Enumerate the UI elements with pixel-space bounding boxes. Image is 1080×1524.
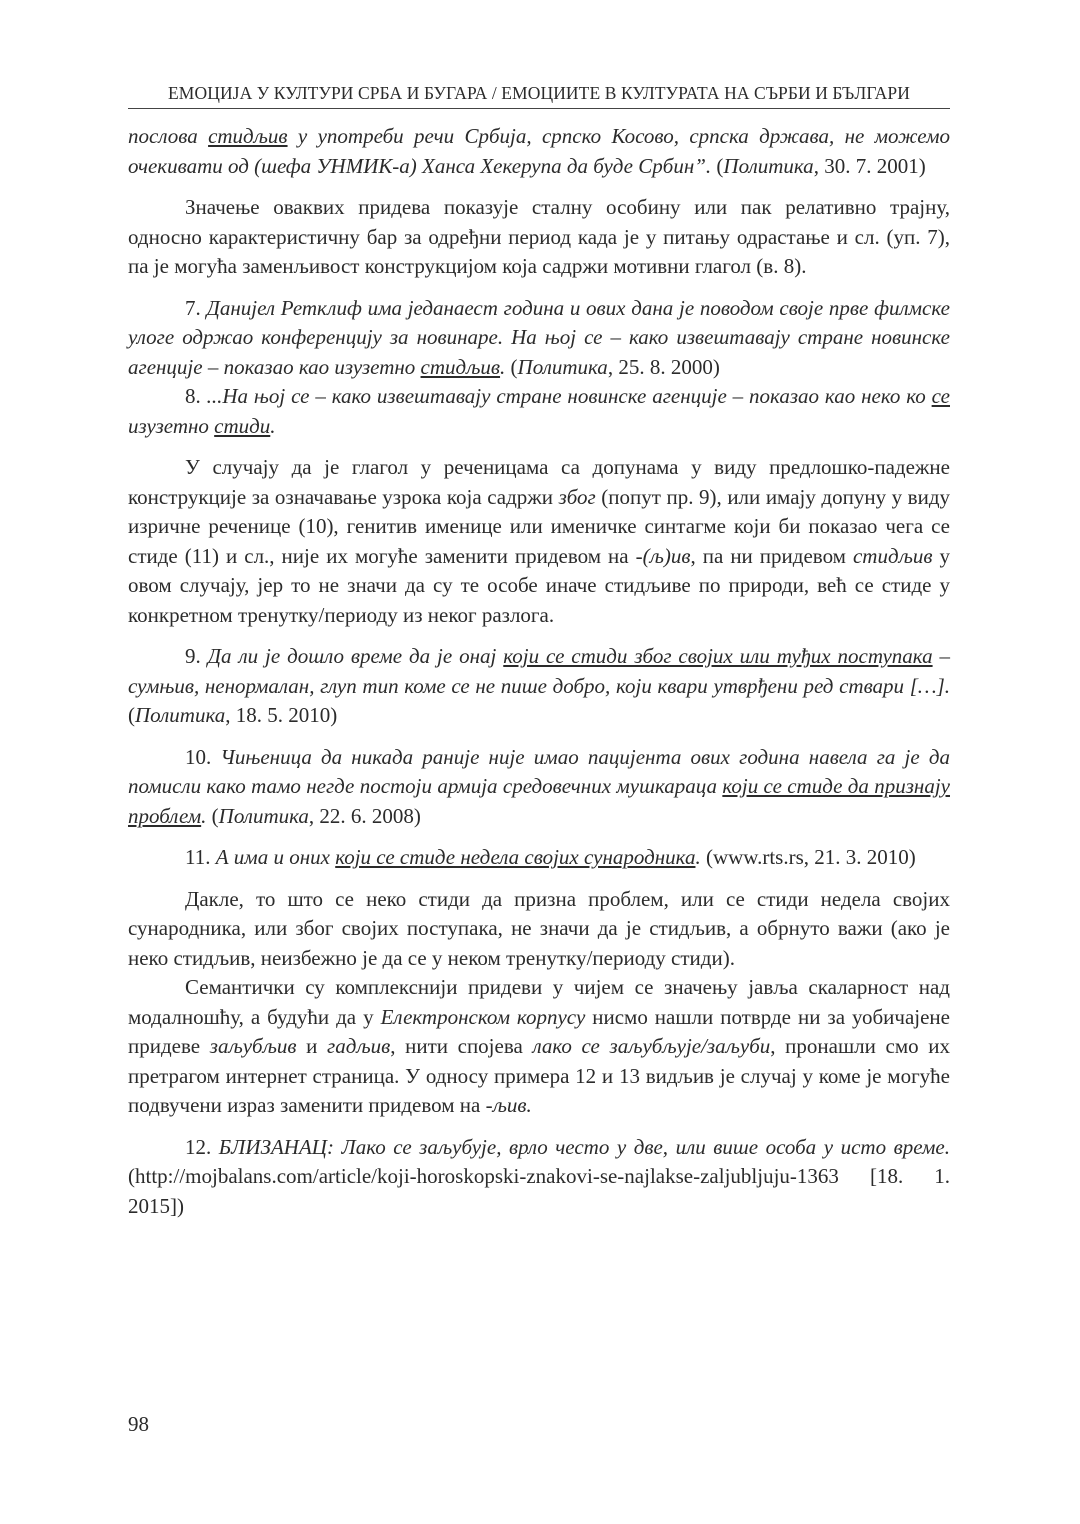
underlined-phrase: који се стиде да признају проблем (128, 774, 950, 828)
example-number: 10. (185, 744, 221, 769)
page-body (128, 122, 950, 1221)
example-number: 9. (185, 644, 208, 668)
example-number: 12. (185, 1134, 219, 1159)
example-number: 7. (185, 295, 207, 320)
example-text: изузетно (128, 413, 215, 438)
text: и (296, 1034, 327, 1058)
paren: ( (711, 153, 724, 178)
period: . (500, 354, 506, 379)
source-name: Политика (135, 703, 226, 727)
example-text: Данијел Ретклиф има једанаест година и ових дана је поводом своје прве филмске улоге одржао конференцију за новинаре. На њој се – како извештавају стране новинске агенције – показао као изузетно (128, 295, 950, 379)
example-8 (128, 382, 950, 441)
example-7 (128, 294, 950, 383)
page-number: 98 (128, 1412, 149, 1436)
italic-term: заљубљив (209, 1034, 297, 1058)
italic-term: (љ)ив (642, 543, 691, 568)
paragraph: Дакле, то што се неко стиди да призна проблем, или се стиди недела својих сународника, или због својих поступака, не значи да је стидљив, а обрнуто важи (ако је неко стидљив, неизбежно је да се у неком тренутку/периоду стиди). (128, 886, 950, 970)
italic-term: гадљив (327, 1034, 391, 1058)
italic-term: стидљив (852, 543, 933, 568)
source-name: Политика (723, 153, 814, 178)
underlined-word: се (931, 384, 950, 408)
example-text: Да ли је дошло време да је онај (207, 644, 504, 668)
paren: ( (505, 354, 518, 379)
source-date: (www.rts.rs, 21. 3. 2010) (700, 845, 916, 869)
text: у овом случају, јер то не значи да су те особе иначе стидљиве по природи, већ се стиде у конкретном тренутку/периоду из неког разлога. (128, 543, 951, 627)
running-title: ЕМОЦИЈА У КУЛТУРИ СРБА И БУГАРА / ЕМОЦИИТЕ В КУЛТУРАТА НА СЪРБИ И БЪЛГАРИ (168, 83, 910, 103)
paragraph (128, 453, 950, 630)
underlined-phrase: који се стиди због својих или туђих поступака (503, 644, 933, 668)
source-date: , 25. 8. 2000) (607, 354, 720, 379)
example-text: Чињеница да никада раније није имао пацијента ових година навела га је да помисли како тамо негде постоји армија средовечних мушкараца (128, 744, 951, 798)
italic-term: Електронском корпусу (380, 1004, 586, 1029)
text: (попут пр. 9), или имају допуну у виду изричне реченице (10), генитив именице или именичке синтагме који би показао чега се стиде (11) и сл., није их могуће заменити придевом на - (128, 484, 950, 568)
quote-text: у употреби речи Србија, српско Косово, српска држава, не можемо очекивати од (шефа УНМИК-а) Ханса Хекерупа да буде Србин”. (128, 124, 950, 178)
example-text: БЛИЗАНАЦ: Лако се заљубује, врло често у две, или више особа у исто време. (218, 1134, 950, 1159)
quote-text: послова (128, 124, 209, 148)
text: , нити спојева (390, 1034, 533, 1058)
period: . (695, 845, 701, 869)
text: Семантички су комплекснији придеви у чијем се значењу јавља скаларност над модалношћу, а будући да у (128, 975, 950, 1029)
italic-term: љив. (492, 1093, 532, 1117)
period: . (201, 803, 207, 828)
source-url: (http://mojbalans.com/article/koji-horoskopski-znakovi-se-najlakse-zaljubljuju-1363 [18. 1. 2015]) (128, 1164, 950, 1218)
example-number: 11. (185, 845, 216, 869)
source-name: Политика (218, 803, 309, 828)
example-number: 8. (185, 384, 207, 408)
text: , па ни придевом (690, 543, 853, 568)
italic-term: лако се заљубљује/заљуби (532, 1034, 771, 1058)
quote-continuation (128, 122, 950, 181)
underlined-phrase: који се стиде недела својих сународника (335, 845, 696, 869)
paren: ( (206, 803, 219, 828)
example-text: ...На њој се – како извештавају стране новинске агенције – показао као неко ко (206, 384, 932, 408)
underlined-word: стидљив (208, 124, 288, 148)
italic-term: због (558, 484, 596, 509)
underlined-word: стиди (214, 413, 271, 438)
paren: ( (128, 703, 135, 727)
period: . (270, 413, 276, 438)
text: , пронашли смо их претрагом интернет страница. У односу примера 12 и 13 видљив је случај у коме је могуће подвучени израз заменити придевом на - (128, 1034, 950, 1117)
source-name: Политика (517, 354, 608, 379)
example-11 (128, 843, 950, 873)
text: нисмо нашли потврде ни за уобичајене придеве (128, 1004, 950, 1058)
example-text: – сумњив, ненормалан, глуп тип коме се не пише добро, који квари утврђени ред ствари […]. (128, 644, 951, 698)
example-10 (128, 743, 950, 832)
underlined-word: стидљив (420, 354, 501, 379)
paragraph (128, 973, 950, 1121)
paragraph: Значење оваквих придева показује сталну особину или пак релативно трајну, односно карактеристичну бар за одређни период када је у питању одрастање и сл. (уп. 7), па је могућа заменљивост конструкцијом која садржи мотивни глагол (в. 8). (128, 195, 950, 278)
running-header (128, 80, 950, 109)
source-date: , 30. 7. 2001) (813, 153, 926, 178)
example-9 (128, 642, 950, 731)
source-date: , 18. 5. 2010) (225, 703, 338, 727)
text: У случају да је глагол у реченицама са допунама у виду предлошко-падежне конструкције за означавање узрока која садржи (128, 455, 950, 509)
example-12 (128, 1133, 950, 1222)
example-text: А има и оних (215, 845, 336, 869)
source-date: , 22. 6. 2008) (308, 803, 421, 828)
